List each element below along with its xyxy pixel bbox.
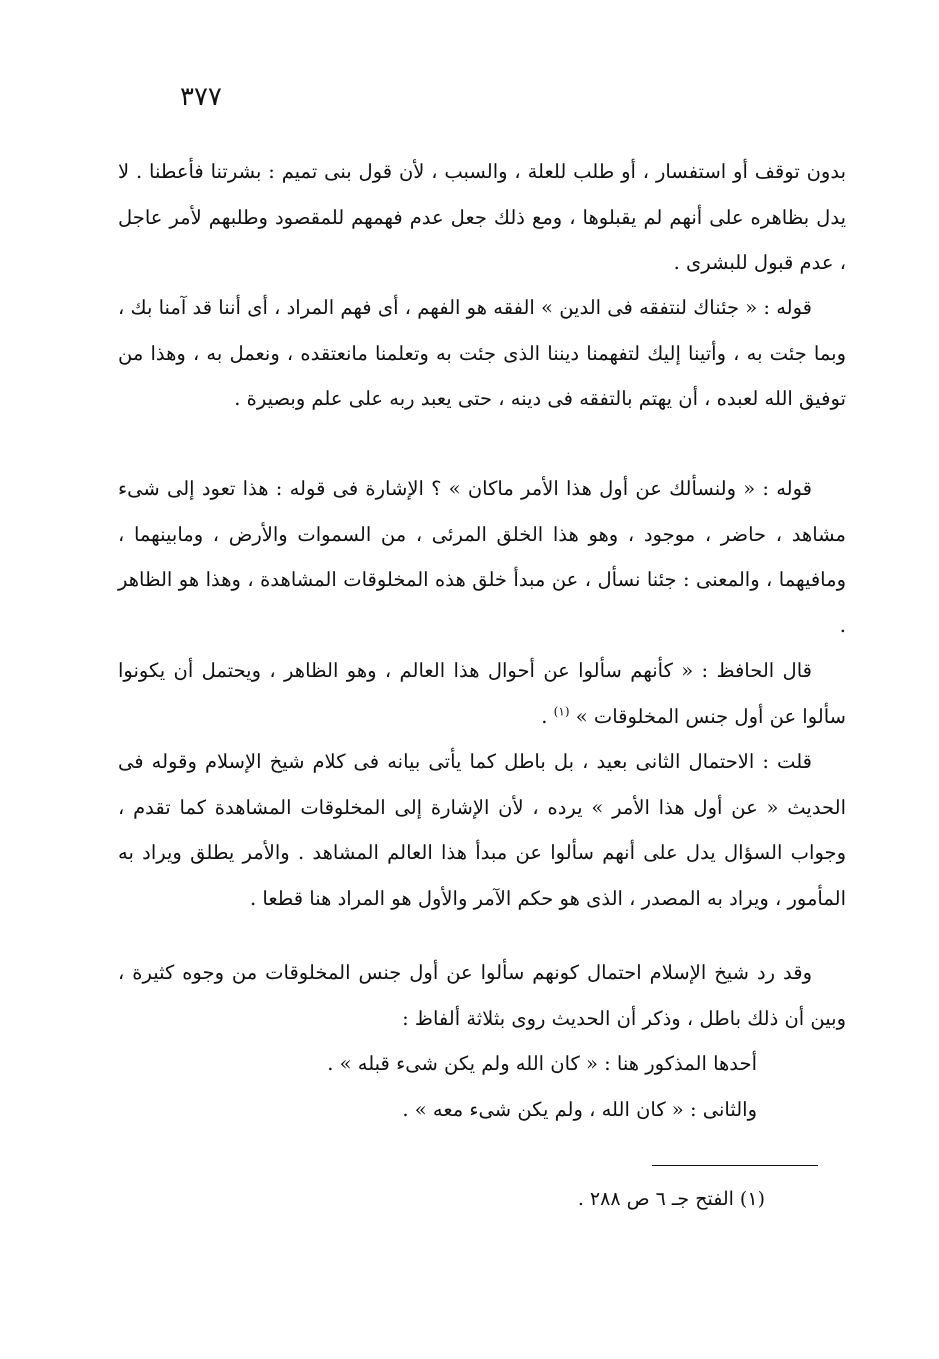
page-number: ٣٧٧ — [180, 82, 222, 112]
paragraph-5: قلت : الاحتمال الثانى بعيد ، بل باطل كما يأتى بيانه فى كلام شيخ الإسلام وقوله فى الحديث « عن أول هذا الأمر » يرده ، لأن الإشارة إلى المخلوقات المشاهدة كما تقدم ، وجواب السؤال يدل على أنهم سألوا عن مبدأ هذا العالم المشاهد . والأمر يطلق ويراد به المأمور ، ويراد به المصدر ، الذى هو حكم الآمر والأول هو المراد هنا قطعا . — [118, 750, 846, 910]
footnote: (١) الفتح جـ ٦ ص ٢٨٨ . — [577, 1188, 765, 1210]
paragraph-2: قوله : « جئناك لنتفقه فى الدين » الفقه هو الفهم ، أى فهم المراد ، أى أننا قد آمنا بك ، وبما جئت به ، وأتينا إليك لتفهمنا ديننا الذى جئت به وتعلمنا مانعتقده ، ونعمل به ، وهذا من توفيق الله لعبده ، أن يهتم بالتفقه فى دينه ، حتى يعبد ربه على علم وبصيرة . — [118, 296, 846, 410]
paragraph-4-text: قال الحافظ : « كأنهم سألوا عن أحوال هذا العالم ، وهو الظاهر ، ويحتمل أن يكونوا سألوا عن أول جنس المخلوقات » — [118, 659, 846, 728]
paragraph-1: بدون توقف أو استفسار ، أو طلب للعلة ، والسبب ، لأن قول بنى تميم : بشرتنا فأعطنا . لا يدل بظاهره على أنهم لم يقبلوها ، ومع ذلك جعل عدم فهمهم للمقصود وطلبهم لأمر عاجل ، عدم قبول للبشرى . — [118, 160, 846, 274]
paragraph-3: قوله : « ولنسألك عن أول هذا الأمر ماكان » ؟ الإشارة فى قوله : هذا تعود إلى شىء مشاهد ، حاضر ، موجود ، وهو هذا الخلق المرئى ، من السموات والأرض ، ومابينهما ، ومافيهما ، والمعنى : جئنا نسأل ، عن مبدأ خلق هذه المخلوقات المشاهدة ، وهذا هو الظاهر . — [118, 477, 846, 637]
footnote-reference: (١) — [553, 704, 570, 718]
paragraph-4 — [118, 648, 846, 739]
quote-line-2: والثانى : « كان الله ، ولم يكن شىء معه » . — [402, 1098, 757, 1121]
footnote-divider — [652, 1165, 818, 1166]
quote-line-1: أحدها المذكور هنا : « كان الله ولم يكن شىء قبله » . — [327, 1052, 757, 1075]
paragraph-4-end: . — [541, 704, 554, 728]
paragraph-6: وقد رد شيخ الإسلام احتمال كونهم سألوا عن أول جنس المخلوقات من وجوه كثيرة ، وبين أن ذلك باطل ، وذكر أن الحديث روى بثلاثة ألفاظ : — [118, 961, 846, 1030]
